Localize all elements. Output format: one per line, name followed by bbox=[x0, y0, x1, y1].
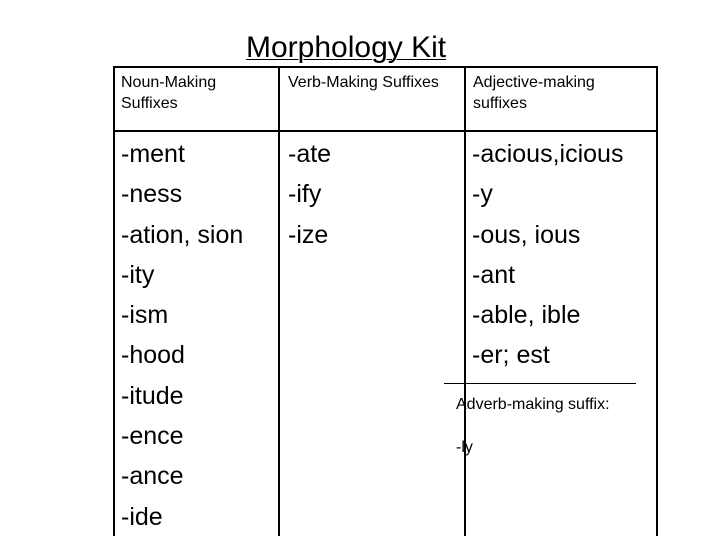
adjective-suffix-item: -ous, ious bbox=[472, 220, 581, 249]
table-right-border bbox=[656, 66, 658, 536]
verb-suffix-item: -ate bbox=[288, 140, 332, 168]
verb-suffix-item: -ify bbox=[288, 180, 322, 209]
adjective-suffix-list bbox=[472, 134, 623, 376]
header-noun: Noun-Making Suffixes bbox=[121, 74, 217, 112]
table-left-border bbox=[113, 66, 115, 536]
table-column-divider-2 bbox=[464, 66, 466, 536]
adverb-divider bbox=[444, 383, 636, 384]
noun-suffix-item: -ment bbox=[121, 140, 185, 168]
noun-suffix-list bbox=[121, 134, 243, 537]
header-verb: Verb-Making Suffixes bbox=[288, 74, 439, 91]
noun-suffix-item: -hood bbox=[121, 341, 185, 370]
adjective-suffix-item: -er; est bbox=[472, 341, 550, 370]
noun-suffix-item: -itude bbox=[121, 381, 184, 410]
noun-suffix-item: -ance bbox=[121, 462, 184, 491]
noun-suffix-item: -ness bbox=[121, 180, 183, 209]
table-header-divider bbox=[113, 130, 658, 132]
header-adjective: Adjective-making suffixes bbox=[473, 74, 595, 112]
adverb-label: Adverb-making suffix: bbox=[456, 396, 610, 413]
noun-suffix-item: -ation, sion bbox=[121, 220, 244, 249]
verb-suffix-item: -ize bbox=[288, 220, 329, 249]
adjective-suffix-item: -able, ible bbox=[472, 301, 581, 330]
adjective-suffix-item: -y bbox=[472, 180, 493, 209]
table-top-border bbox=[113, 66, 658, 68]
noun-suffix-item: -ide bbox=[121, 502, 163, 531]
verb-suffix-list bbox=[288, 134, 331, 255]
page-title: Morphology Kit bbox=[246, 31, 447, 64]
table-column-divider-1 bbox=[278, 66, 280, 536]
noun-suffix-item: -ism bbox=[121, 301, 169, 330]
adjective-suffix-item: -ant bbox=[472, 260, 516, 289]
adjective-suffix-item: -acious,icious bbox=[472, 140, 624, 168]
noun-suffix-item: -ity bbox=[121, 260, 155, 289]
noun-suffix-item: -ence bbox=[121, 422, 184, 451]
adverb-suffix: -ly bbox=[456, 439, 473, 456]
